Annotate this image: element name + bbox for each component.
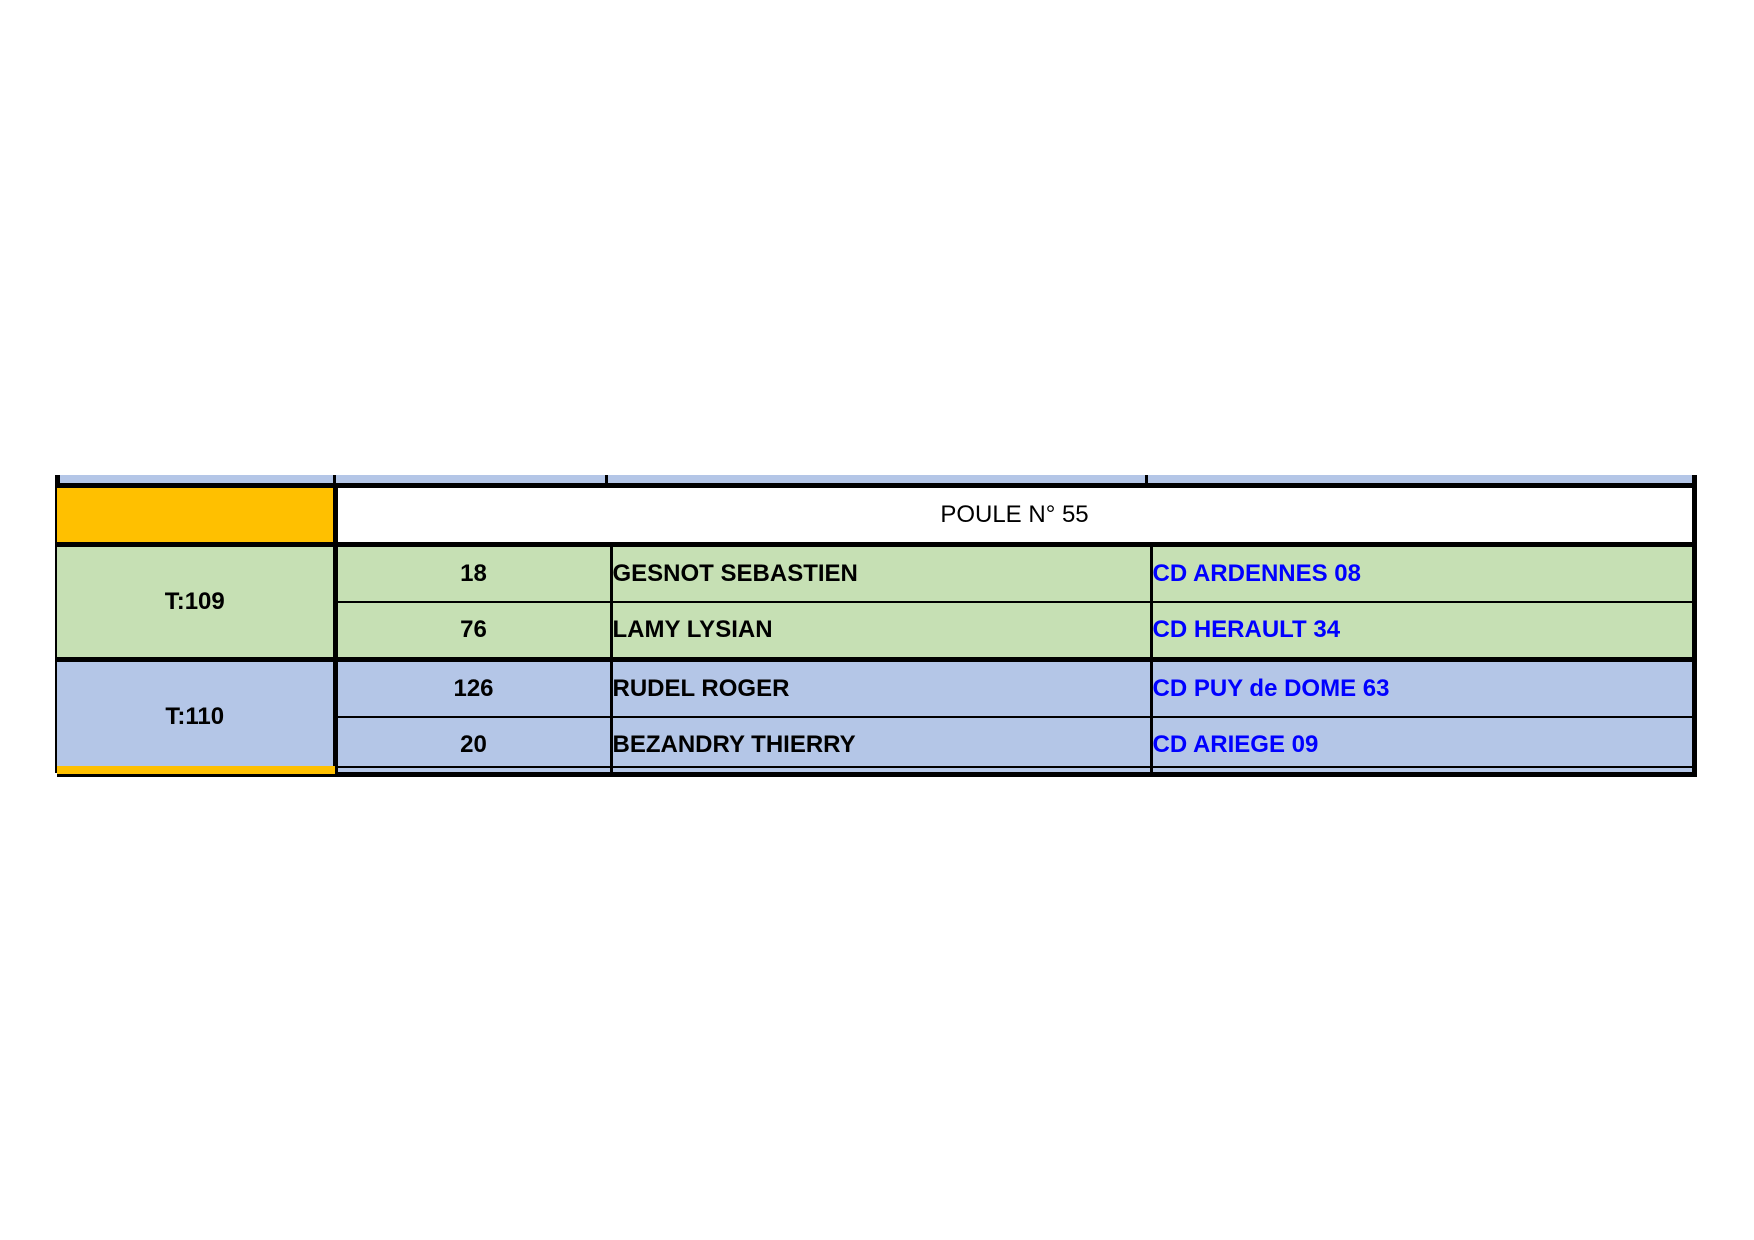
- player-name: RUDEL ROGER: [611, 660, 1151, 718]
- column-divider: [605, 475, 608, 483]
- next-row-line: [335, 766, 1694, 768]
- table-row: [57, 545, 1694, 603]
- player-number: 18: [335, 545, 611, 603]
- player-number: 76: [335, 602, 611, 660]
- next-row-strip: [57, 766, 335, 774]
- player-club: CD PUY de DOME 63: [1151, 660, 1694, 718]
- poule-header-row: [57, 486, 1694, 545]
- player-club: CD HERAULT 34: [1151, 602, 1694, 660]
- team-label: T:109: [57, 545, 335, 660]
- player-club: CD ARIEGE 09: [1151, 717, 1694, 775]
- poule-table: [57, 483, 1697, 777]
- player-name: GESNOT SEBASTIEN: [611, 545, 1151, 603]
- header-color-cell: [57, 486, 335, 545]
- player-number: 126: [335, 660, 611, 718]
- table-row: [57, 660, 1694, 718]
- player-name: LAMY LYSIAN: [611, 602, 1151, 660]
- player-club: CD ARDENNES 08: [1151, 545, 1694, 603]
- team-label: T:110: [57, 660, 335, 775]
- player-number: 20: [335, 717, 611, 775]
- column-divider: [333, 475, 336, 483]
- poule-title: POULE N° 55: [335, 486, 1694, 545]
- previous-row-strip: [57, 475, 1694, 483]
- column-divider: [1145, 475, 1148, 483]
- player-name: BEZANDRY THIERRY: [611, 717, 1151, 775]
